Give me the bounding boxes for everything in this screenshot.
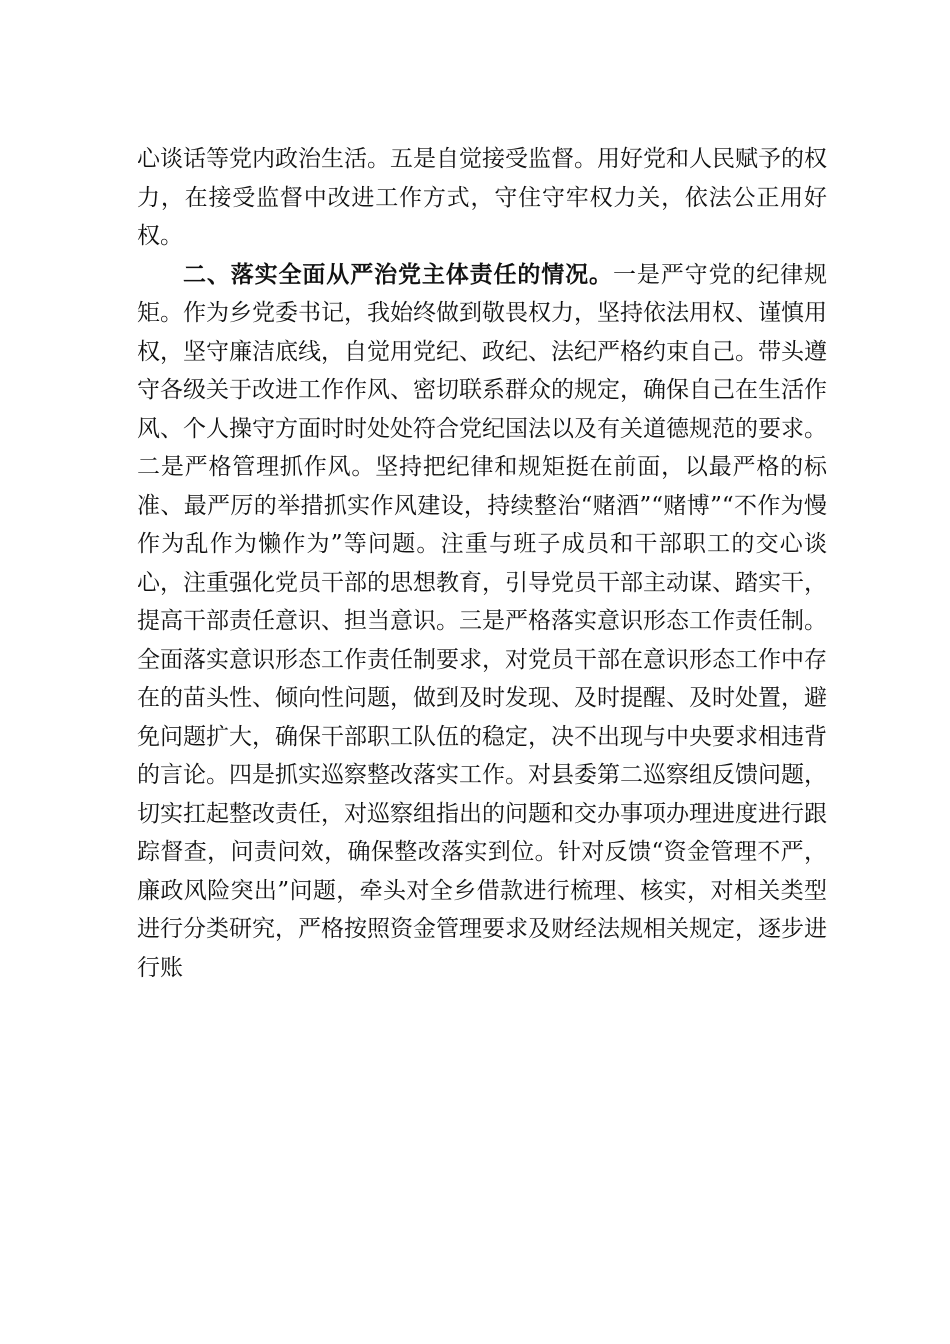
paragraph-section-two (137, 256, 827, 988)
section-two-body-text: 一是严守党的纪律规矩。作为乡党委书记，我始终做到敬畏权力，坚持依法用权、谨慎用权，坚守廉洁底线，自觉用党纪、政纪、法纪严格约束自己。带头遵守各级关于改进工作作风、密切联系群众的规定，确保自己在生活作风、个人操守方面时时处处符合党纪国法以及有关道德规范的要求。二是严格管理抓作风。坚持把纪律和规矩挺在前面，以最严格的标准、最严厉的举措抓实作风建设，持续整治“赌酒”“赌博”“不作为慢作为乱作为懒作为”等问题。注重与班子成员和干部职工的交心谈心，注重强化党员干部的思想教育，引导党员干部主动谋、踏实干，提高干部责任意识、担当意识。三是严格落实意识形态工作责任制。全面落实意识形态工作责任制要求，对党员干部在意识形态工作中存在的苗头性、倾向性问题，做到及时发现、及时提醒、及时处置，避免问题扩大，确保干部职工队伍的稳定，决不出现与中央要求相违背的言论。四是抓实巡察整改落实工作。对县委第二巡察组反馈问题，切实扛起整改责任，对巡察组指出的问题和交办事项办理进度进行跟踪督查，问责问效，确保整改落实到位。针对反馈“资金管理不严，廉政风险突出”问题，牵头对全乡借款进行梳理、核实，对相关类型进行分类研究，严格按照资金管理要求及财经法规相关规定，逐步进行账 (137, 261, 828, 981)
document-body (137, 140, 827, 987)
paragraph-continuation-text: 心谈话等党内政治生活。五是自觉接受监督。用好党和人民赋予的权力，在接受监督中改进工作方式，守住守牢权力关，依法公正用好权。 (137, 146, 827, 249)
paragraph-continuation (137, 140, 827, 256)
section-heading: 二、落实全面从严治党主体责任的情况。 (183, 261, 613, 288)
